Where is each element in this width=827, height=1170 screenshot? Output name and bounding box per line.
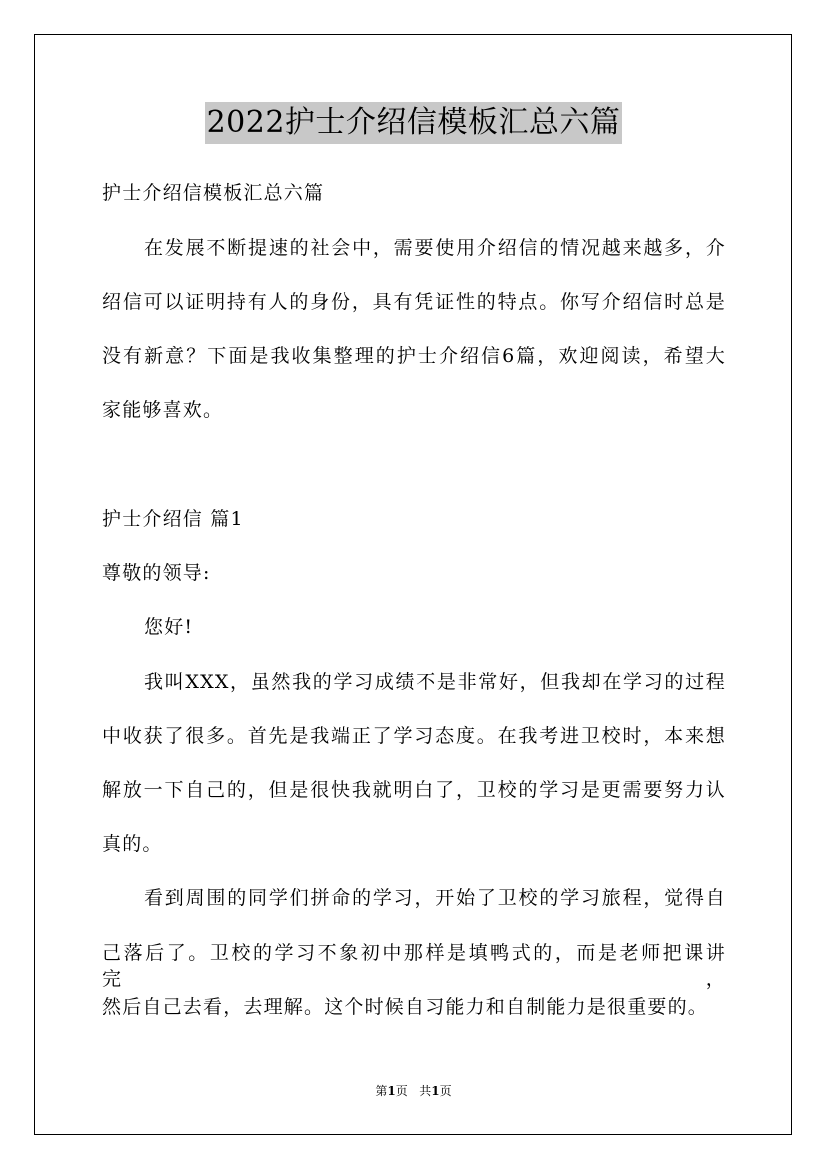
paragraph-line: 真的。 bbox=[102, 833, 163, 855]
subtitle-line: 护士介绍信模板汇总六篇 bbox=[102, 182, 325, 204]
section-heading: 护士介绍信 篇1 bbox=[102, 508, 244, 530]
paragraph-line: 我叫XXX，虽然我的学习成绩不是非常好，但我却在学习的过程 bbox=[144, 671, 726, 693]
paragraph-line: 中收获了很多。首先是我端正了学习态度。在我考进卫校时，本来想 bbox=[102, 725, 726, 747]
paragraph-line: 解放一下自己的，但是很快我就明白了，卫校的学习是更需要努力认 bbox=[102, 779, 726, 801]
paragraph-line: 在发展不断提速的社会中，需要使用介绍信的情况越来越多，介 bbox=[144, 237, 726, 259]
paragraph-line: 然后自己去看，去理解。这个时候自习能力和自制能力是很重要的。 bbox=[102, 996, 709, 1018]
paragraph-line: 己落后了。卫校的学习不象初中那样是填鸭式的，而是老师把课讲完， bbox=[102, 942, 726, 990]
salutation: 尊敬的领导: bbox=[102, 562, 211, 584]
page-total: 共1页 bbox=[419, 1084, 452, 1098]
paragraph-line: 绍信可以证明持有人的身份，具有凭证性的特点。你写介绍信时总是 bbox=[102, 291, 726, 313]
title-container bbox=[0, 102, 827, 144]
greeting: 您好! bbox=[144, 616, 194, 638]
page-footer bbox=[0, 1083, 827, 1099]
paragraph-line: 看到周围的同学们拼命的学习，开始了卫校的学习旅程，觉得自 bbox=[144, 887, 726, 909]
page-number: 第1页 bbox=[375, 1084, 408, 1098]
paragraph-line: 家能够喜欢。 bbox=[102, 399, 224, 421]
paragraph-line: 没有新意？下面是我收集整理的护士介绍信6篇，欢迎阅读，希望大 bbox=[102, 345, 726, 367]
document-title: 2022护士介绍信模板汇总六篇 bbox=[205, 102, 623, 144]
